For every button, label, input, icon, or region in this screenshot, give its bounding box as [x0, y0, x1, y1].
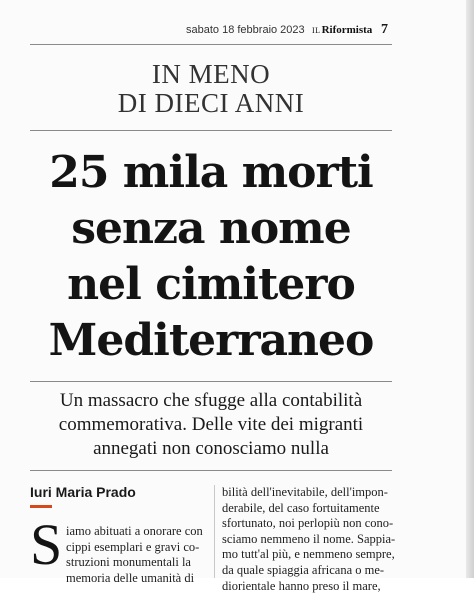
- header-rule: [30, 44, 392, 45]
- headline-line: Mediterraneo: [48, 315, 374, 366]
- kicker-line: IN MENO: [151, 59, 271, 89]
- page-edge: [466, 0, 474, 578]
- body-line: struzioni monumentali la: [66, 555, 191, 570]
- headline: [30, 145, 392, 369]
- page-header: [0, 14, 440, 36]
- author-byline: Iuri Maria Prado: [30, 484, 136, 500]
- page-number: 7: [381, 22, 388, 37]
- kicker-rule: [30, 130, 392, 131]
- article-column-left: [66, 524, 206, 586]
- headline-line: nel cimitero: [67, 259, 355, 310]
- subtitle-line: commemorativa. Delle vite dei migranti: [58, 414, 364, 435]
- byline-accent: [30, 505, 52, 508]
- body-line: memoria delle umanità di: [66, 570, 195, 585]
- column-divider: [214, 485, 215, 578]
- body-line: cippi esemplari e gravi co-: [66, 539, 200, 554]
- subtitle-rule: [30, 470, 392, 471]
- body-line: sfortunato, noi perlopiù non cono-: [222, 516, 394, 531]
- subtitle: [30, 389, 392, 461]
- subtitle-line: annegati non conosciamo nulla: [93, 438, 329, 459]
- dropcap: S: [30, 512, 63, 577]
- body-line: diorientale hanno preso il mare,: [222, 578, 381, 593]
- article-column-right: [222, 485, 396, 594]
- body-line: mo tutt'al più, e nemmeno sempre,: [222, 547, 395, 562]
- body-line: derabile, del caso fortuitamente: [222, 500, 380, 515]
- body-line: da quale spiaggia africana o me-: [222, 562, 385, 577]
- subtitle-line: Un massacro che sfugge alla contabilità: [59, 390, 363, 411]
- body-line: iamo abituati a onorare con: [66, 524, 203, 538]
- body-line: bilità dell'inevitabile, dell'impon-: [222, 485, 388, 499]
- issue-date: sabato 18 febbraio 2023: [186, 24, 305, 36]
- headline-line: 25 mila morti: [49, 147, 373, 198]
- kicker: [30, 60, 392, 118]
- masthead-logo: ILRiformista: [312, 24, 373, 36]
- headline-rule: [30, 381, 392, 382]
- kicker-line: DI DIECI ANNI: [117, 88, 305, 118]
- headline-line: senza nome: [71, 203, 351, 254]
- body-line: sciamo nemmeno il nome. Sappia-: [222, 531, 396, 546]
